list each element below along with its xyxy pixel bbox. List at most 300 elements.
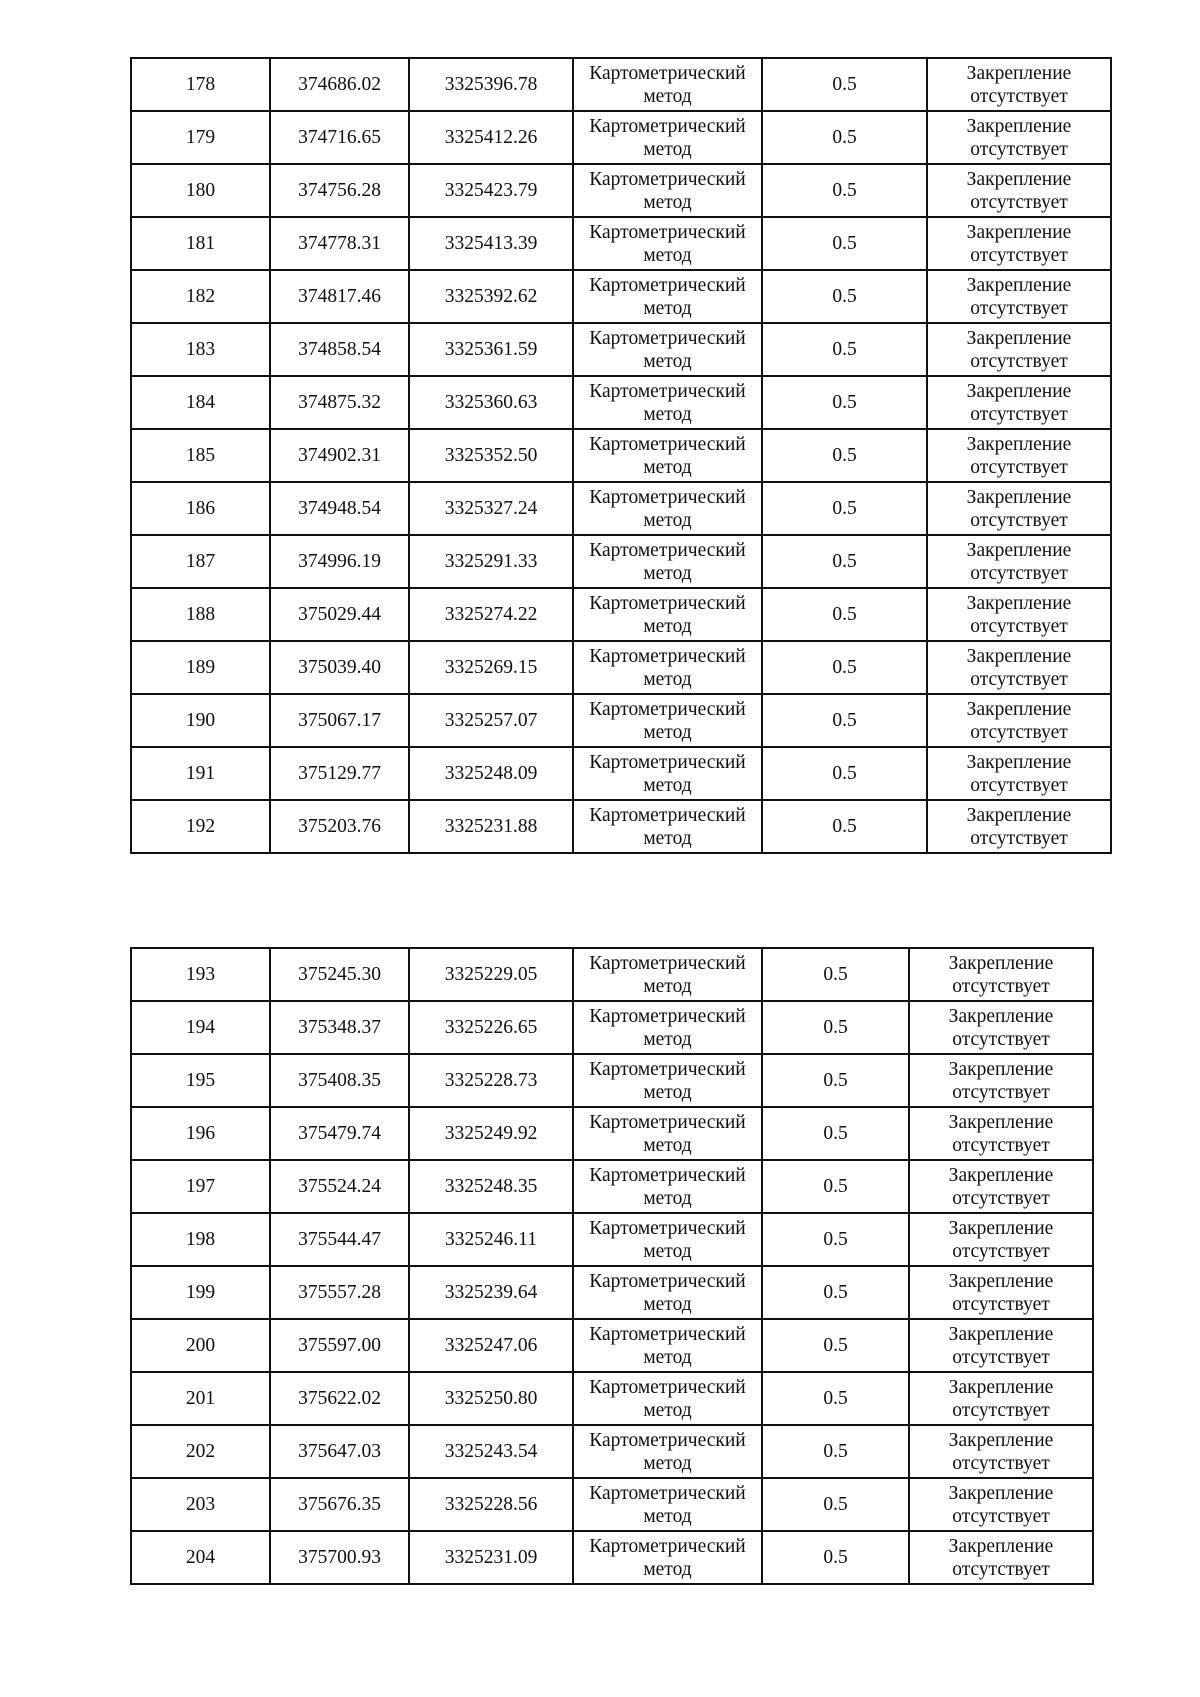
- x-coordinate-cell: 374902.31: [270, 429, 409, 482]
- fixation-cell-line-2: отсутствует: [952, 1452, 1050, 1474]
- method-cell-line-1: Картометрический: [589, 221, 746, 243]
- table-row: [131, 1054, 1093, 1107]
- accuracy-cell: 0.5: [762, 1160, 909, 1213]
- x-coordinate-cell: 375067.17: [270, 694, 409, 747]
- accuracy-cell: 0.5: [762, 429, 927, 482]
- y-coordinate-cell: 3325257.07: [409, 694, 573, 747]
- x-coordinate-cell: 375647.03: [270, 1425, 409, 1478]
- accuracy-cell: 0.5: [762, 1107, 909, 1160]
- fixation-cell: [909, 1001, 1093, 1054]
- table-row: [131, 948, 1093, 1001]
- table-row: [131, 376, 1111, 429]
- point-number-cell: 200: [131, 1319, 270, 1372]
- table-body-2: [131, 948, 1093, 1584]
- x-coordinate-cell: 375479.74: [270, 1107, 409, 1160]
- table-row: [131, 164, 1111, 217]
- fixation-cell-line-2: отсутствует: [970, 774, 1068, 796]
- coordinates-table-1: [130, 57, 1112, 854]
- x-coordinate-cell: 374778.31: [270, 217, 409, 270]
- y-coordinate-cell: 3325361.59: [409, 323, 573, 376]
- fixation-cell-line-2: отсутствует: [970, 350, 1068, 372]
- fixation-cell-line-2: отсутствует: [952, 1293, 1050, 1315]
- method-cell-line-1: Картометрический: [589, 698, 746, 720]
- fixation-cell-line-2: отсутствует: [952, 1028, 1050, 1050]
- table-row: [131, 1213, 1093, 1266]
- fixation-cell: [927, 270, 1111, 323]
- fixation-cell: [927, 694, 1111, 747]
- fixation-cell-line-1: Закрепление: [966, 592, 1072, 614]
- table-row: [131, 217, 1111, 270]
- method-cell: [573, 270, 762, 323]
- point-number-cell: 192: [131, 800, 270, 853]
- fixation-cell-line-1: Закрепление: [948, 1270, 1054, 1292]
- y-coordinate-cell: 3325231.88: [409, 800, 573, 853]
- point-number-cell: 202: [131, 1425, 270, 1478]
- y-coordinate-cell: 3325243.54: [409, 1425, 573, 1478]
- method-cell-line-1: Картометрический: [589, 952, 746, 974]
- fixation-cell-line-1: Закрепление: [948, 1429, 1054, 1451]
- fixation-cell-line-1: Закрепление: [966, 804, 1072, 826]
- point-number-cell: 193: [131, 948, 270, 1001]
- fixation-cell-line-2: отсутствует: [970, 138, 1068, 160]
- method-cell-line-1: Картометрический: [589, 751, 746, 773]
- method-cell: [573, 1160, 762, 1213]
- method-cell-line-1: Картометрический: [589, 1429, 746, 1451]
- accuracy-cell: 0.5: [762, 588, 927, 641]
- x-coordinate-cell: 374858.54: [270, 323, 409, 376]
- fixation-cell-line-1: Закрепление: [966, 645, 1072, 667]
- point-number-cell: 194: [131, 1001, 270, 1054]
- method-cell-line-1: Картометрический: [589, 592, 746, 614]
- method-cell: [573, 1266, 762, 1319]
- method-cell-line-1: Картометрический: [589, 1270, 746, 1292]
- fixation-cell: [909, 1478, 1093, 1531]
- method-cell: [573, 535, 762, 588]
- fixation-cell-line-1: Закрепление: [948, 1164, 1054, 1186]
- x-coordinate-cell: 375700.93: [270, 1531, 409, 1584]
- x-coordinate-cell: 374948.54: [270, 482, 409, 535]
- y-coordinate-cell: 3325248.35: [409, 1160, 573, 1213]
- method-cell-line-2: метод: [643, 975, 692, 997]
- fixation-cell-line-2: отсутствует: [970, 403, 1068, 425]
- point-number-cell: 197: [131, 1160, 270, 1213]
- method-cell: [573, 1319, 762, 1372]
- fixation-cell: [909, 1425, 1093, 1478]
- table-row: [131, 111, 1111, 164]
- fixation-cell: [909, 1160, 1093, 1213]
- fixation-cell-line-2: отсутствует: [952, 1240, 1050, 1262]
- fixation-cell-line-2: отсутствует: [952, 1505, 1050, 1527]
- fixation-cell: [927, 641, 1111, 694]
- point-number-cell: 190: [131, 694, 270, 747]
- x-coordinate-cell: 374875.32: [270, 376, 409, 429]
- x-coordinate-cell: 375245.30: [270, 948, 409, 1001]
- accuracy-cell: 0.5: [762, 1001, 909, 1054]
- fixation-cell: [909, 1531, 1093, 1584]
- fixation-cell-line-1: Закрепление: [948, 1005, 1054, 1027]
- x-coordinate-cell: 374686.02: [270, 58, 409, 111]
- y-coordinate-cell: 3325228.56: [409, 1478, 573, 1531]
- table-row: [131, 747, 1111, 800]
- method-cell: [573, 111, 762, 164]
- y-coordinate-cell: 3325274.22: [409, 588, 573, 641]
- x-coordinate-cell: 375622.02: [270, 1372, 409, 1425]
- y-coordinate-cell: 3325249.92: [409, 1107, 573, 1160]
- method-cell: [573, 1213, 762, 1266]
- fixation-cell-line-1: Закрепление: [948, 1535, 1054, 1557]
- accuracy-cell: 0.5: [762, 1372, 909, 1425]
- fixation-cell: [927, 588, 1111, 641]
- fixation-cell: [909, 1372, 1093, 1425]
- method-cell-line-1: Картометрический: [589, 115, 746, 137]
- accuracy-cell: 0.5: [762, 1054, 909, 1107]
- method-cell-line-2: метод: [643, 297, 692, 319]
- point-number-cell: 187: [131, 535, 270, 588]
- y-coordinate-cell: 3325413.39: [409, 217, 573, 270]
- method-cell-line-1: Картометрический: [589, 1111, 746, 1133]
- method-cell-line-2: метод: [643, 1081, 692, 1103]
- fixation-cell: [927, 217, 1111, 270]
- y-coordinate-cell: 3325248.09: [409, 747, 573, 800]
- fixation-cell: [927, 323, 1111, 376]
- method-cell: [573, 1107, 762, 1160]
- accuracy-cell: 0.5: [762, 164, 927, 217]
- method-cell-line-1: Картометрический: [589, 380, 746, 402]
- fixation-cell: [927, 58, 1111, 111]
- method-cell-line-1: Картометрический: [589, 62, 746, 84]
- point-number-cell: 199: [131, 1266, 270, 1319]
- y-coordinate-cell: 3325269.15: [409, 641, 573, 694]
- fixation-cell-line-1: Закрепление: [948, 1217, 1054, 1239]
- method-cell-line-1: Картометрический: [589, 1164, 746, 1186]
- method-cell: [573, 800, 762, 853]
- fixation-cell-line-2: отсутствует: [970, 509, 1068, 531]
- fixation-cell: [927, 747, 1111, 800]
- fixation-cell-line-2: отсутствует: [970, 615, 1068, 637]
- fixation-cell-line-2: отсутствует: [952, 1187, 1050, 1209]
- accuracy-cell: 0.5: [762, 217, 927, 270]
- fixation-cell-line-1: Закрепление: [966, 168, 1072, 190]
- y-coordinate-cell: 3325250.80: [409, 1372, 573, 1425]
- method-cell-line-2: метод: [643, 1505, 692, 1527]
- table-row: [131, 1107, 1093, 1160]
- point-number-cell: 189: [131, 641, 270, 694]
- method-cell-line-1: Картометрический: [589, 804, 746, 826]
- method-cell: [573, 1001, 762, 1054]
- y-coordinate-cell: 3325327.24: [409, 482, 573, 535]
- x-coordinate-cell: 375129.77: [270, 747, 409, 800]
- method-cell-line-2: метод: [643, 191, 692, 213]
- fixation-cell-line-2: отсутствует: [952, 1134, 1050, 1156]
- accuracy-cell: 0.5: [762, 1213, 909, 1266]
- coordinates-table-2: [130, 947, 1094, 1585]
- x-coordinate-cell: 375544.47: [270, 1213, 409, 1266]
- method-cell-line-2: метод: [643, 350, 692, 372]
- x-coordinate-cell: 375029.44: [270, 588, 409, 641]
- method-cell-line-2: метод: [643, 1134, 692, 1156]
- table-row: [131, 1425, 1093, 1478]
- point-number-cell: 201: [131, 1372, 270, 1425]
- x-coordinate-cell: 374817.46: [270, 270, 409, 323]
- fixation-cell: [909, 1319, 1093, 1372]
- accuracy-cell: 0.5: [762, 111, 927, 164]
- method-cell-line-2: метод: [643, 1346, 692, 1368]
- point-number-cell: 184: [131, 376, 270, 429]
- method-cell-line-2: метод: [643, 1240, 692, 1262]
- method-cell-line-2: метод: [643, 456, 692, 478]
- fixation-cell-line-2: отсутствует: [970, 85, 1068, 107]
- fixation-cell-line-2: отсутствует: [970, 562, 1068, 584]
- y-coordinate-cell: 3325226.65: [409, 1001, 573, 1054]
- x-coordinate-cell: 375676.35: [270, 1478, 409, 1531]
- point-number-cell: 203: [131, 1478, 270, 1531]
- fixation-cell-line-1: Закрепление: [948, 1482, 1054, 1504]
- method-cell-line-1: Картометрический: [589, 1217, 746, 1239]
- table-row: [131, 1372, 1093, 1425]
- accuracy-cell: 0.5: [762, 1319, 909, 1372]
- fixation-cell-line-1: Закрепление: [966, 221, 1072, 243]
- fixation-cell-line-2: отсутствует: [970, 827, 1068, 849]
- y-coordinate-cell: 3325247.06: [409, 1319, 573, 1372]
- fixation-cell: [927, 535, 1111, 588]
- table-row: [131, 1531, 1093, 1584]
- accuracy-cell: 0.5: [762, 641, 927, 694]
- method-cell-line-2: метод: [643, 1187, 692, 1209]
- table-row: [131, 641, 1111, 694]
- fixation-cell-line-1: Закрепление: [966, 380, 1072, 402]
- x-coordinate-cell: 374716.65: [270, 111, 409, 164]
- fixation-cell: [909, 948, 1093, 1001]
- accuracy-cell: 0.5: [762, 1531, 909, 1584]
- fixation-cell-line-1: Закрепление: [948, 1323, 1054, 1345]
- method-cell: [573, 482, 762, 535]
- fixation-cell-line-2: отсутствует: [952, 1558, 1050, 1580]
- method-cell: [573, 1425, 762, 1478]
- method-cell-line-2: метод: [643, 85, 692, 107]
- fixation-cell-line-1: Закрепление: [966, 539, 1072, 561]
- method-cell-line-2: метод: [643, 1452, 692, 1474]
- fixation-cell-line-1: Закрепление: [966, 486, 1072, 508]
- point-number-cell: 182: [131, 270, 270, 323]
- method-cell-line-1: Картометрический: [589, 433, 746, 455]
- accuracy-cell: 0.5: [762, 800, 927, 853]
- method-cell: [573, 323, 762, 376]
- x-coordinate-cell: 375524.24: [270, 1160, 409, 1213]
- table-row: [131, 800, 1111, 853]
- table-row: [131, 1478, 1093, 1531]
- method-cell-line-2: метод: [643, 138, 692, 160]
- method-cell: [573, 948, 762, 1001]
- fixation-cell-line-1: Закрепление: [966, 327, 1072, 349]
- accuracy-cell: 0.5: [762, 948, 909, 1001]
- method-cell: [573, 217, 762, 270]
- fixation-cell-line-1: Закрепление: [966, 433, 1072, 455]
- method-cell-line-2: метод: [643, 1558, 692, 1580]
- method-cell-line-2: метод: [643, 615, 692, 637]
- table-row: [131, 535, 1111, 588]
- method-cell: [573, 1478, 762, 1531]
- method-cell: [573, 1372, 762, 1425]
- fixation-cell: [927, 164, 1111, 217]
- method-cell: [573, 429, 762, 482]
- x-coordinate-cell: 374996.19: [270, 535, 409, 588]
- y-coordinate-cell: 3325423.79: [409, 164, 573, 217]
- method-cell-line-2: метод: [643, 244, 692, 266]
- fixation-cell-line-1: Закрепление: [948, 1376, 1054, 1398]
- method-cell-line-2: метод: [643, 562, 692, 584]
- accuracy-cell: 0.5: [762, 376, 927, 429]
- method-cell-line-2: метод: [643, 403, 692, 425]
- method-cell: [573, 1054, 762, 1107]
- fixation-cell-line-1: Закрепление: [966, 751, 1072, 773]
- table-row: [131, 429, 1111, 482]
- accuracy-cell: 0.5: [762, 535, 927, 588]
- method-cell-line-2: метод: [643, 827, 692, 849]
- point-number-cell: 181: [131, 217, 270, 270]
- fixation-cell-line-2: отсутствует: [970, 297, 1068, 319]
- method-cell-line-1: Картометрический: [589, 1482, 746, 1504]
- method-cell-line-1: Картометрический: [589, 486, 746, 508]
- point-number-cell: 196: [131, 1107, 270, 1160]
- table-row: [131, 323, 1111, 376]
- fixation-cell: [927, 429, 1111, 482]
- fixation-cell-line-1: Закрепление: [948, 1111, 1054, 1133]
- method-cell: [573, 1531, 762, 1584]
- accuracy-cell: 0.5: [762, 1425, 909, 1478]
- point-number-cell: 198: [131, 1213, 270, 1266]
- method-cell-line-2: метод: [643, 1293, 692, 1315]
- table-row: [131, 588, 1111, 641]
- fixation-cell: [909, 1266, 1093, 1319]
- fixation-cell-line-2: отсутствует: [952, 1081, 1050, 1103]
- accuracy-cell: 0.5: [762, 323, 927, 376]
- table-row: [131, 1319, 1093, 1372]
- accuracy-cell: 0.5: [762, 482, 927, 535]
- table-row: [131, 58, 1111, 111]
- fixation-cell: [927, 111, 1111, 164]
- fixation-cell-line-2: отсутствует: [952, 1399, 1050, 1421]
- fixation-cell: [927, 482, 1111, 535]
- table-row: [131, 1001, 1093, 1054]
- table-row: [131, 694, 1111, 747]
- method-cell: [573, 164, 762, 217]
- method-cell-line-1: Картометрический: [589, 168, 746, 190]
- y-coordinate-cell: 3325392.62: [409, 270, 573, 323]
- y-coordinate-cell: 3325228.73: [409, 1054, 573, 1107]
- accuracy-cell: 0.5: [762, 747, 927, 800]
- y-coordinate-cell: 3325352.50: [409, 429, 573, 482]
- method-cell-line-2: метод: [643, 1028, 692, 1050]
- accuracy-cell: 0.5: [762, 58, 927, 111]
- fixation-cell-line-1: Закрепление: [966, 62, 1072, 84]
- table-body-1: [131, 58, 1111, 853]
- fixation-cell-line-2: отсутствует: [952, 1346, 1050, 1368]
- fixation-cell: [909, 1054, 1093, 1107]
- accuracy-cell: 0.5: [762, 1266, 909, 1319]
- x-coordinate-cell: 374756.28: [270, 164, 409, 217]
- y-coordinate-cell: 3325291.33: [409, 535, 573, 588]
- x-coordinate-cell: 375203.76: [270, 800, 409, 853]
- method-cell-line-1: Картометрический: [589, 645, 746, 667]
- x-coordinate-cell: 375557.28: [270, 1266, 409, 1319]
- accuracy-cell: 0.5: [762, 1478, 909, 1531]
- x-coordinate-cell: 375039.40: [270, 641, 409, 694]
- fixation-cell-line-2: отсутствует: [952, 975, 1050, 997]
- method-cell: [573, 58, 762, 111]
- y-coordinate-cell: 3325239.64: [409, 1266, 573, 1319]
- x-coordinate-cell: 375408.35: [270, 1054, 409, 1107]
- table-row: [131, 482, 1111, 535]
- point-number-cell: 185: [131, 429, 270, 482]
- point-number-cell: 178: [131, 58, 270, 111]
- fixation-cell: [909, 1213, 1093, 1266]
- method-cell-line-2: метод: [643, 668, 692, 690]
- y-coordinate-cell: 3325246.11: [409, 1213, 573, 1266]
- accuracy-cell: 0.5: [762, 694, 927, 747]
- y-coordinate-cell: 3325360.63: [409, 376, 573, 429]
- y-coordinate-cell: 3325412.26: [409, 111, 573, 164]
- method-cell-line-2: метод: [643, 774, 692, 796]
- x-coordinate-cell: 375348.37: [270, 1001, 409, 1054]
- y-coordinate-cell: 3325229.05: [409, 948, 573, 1001]
- y-coordinate-cell: 3325396.78: [409, 58, 573, 111]
- point-number-cell: 180: [131, 164, 270, 217]
- method-cell-line-1: Картометрический: [589, 1005, 746, 1027]
- method-cell: [573, 694, 762, 747]
- method-cell-line-2: метод: [643, 509, 692, 531]
- fixation-cell-line-2: отсутствует: [970, 668, 1068, 690]
- point-number-cell: 204: [131, 1531, 270, 1584]
- point-number-cell: 179: [131, 111, 270, 164]
- x-coordinate-cell: 375597.00: [270, 1319, 409, 1372]
- method-cell-line-1: Картометрический: [589, 1376, 746, 1398]
- method-cell: [573, 747, 762, 800]
- fixation-cell-line-2: отсутствует: [970, 191, 1068, 213]
- table-row: [131, 1160, 1093, 1213]
- table-row: [131, 270, 1111, 323]
- fixation-cell-line-2: отсутствует: [970, 456, 1068, 478]
- accuracy-cell: 0.5: [762, 270, 927, 323]
- point-number-cell: 188: [131, 588, 270, 641]
- method-cell: [573, 588, 762, 641]
- fixation-cell: [909, 1107, 1093, 1160]
- method-cell-line-1: Картометрический: [589, 274, 746, 296]
- point-number-cell: 191: [131, 747, 270, 800]
- method-cell-line-1: Картометрический: [589, 1323, 746, 1345]
- point-number-cell: 186: [131, 482, 270, 535]
- fixation-cell-line-2: отсутствует: [970, 244, 1068, 266]
- method-cell-line-2: метод: [643, 721, 692, 743]
- fixation-cell-line-1: Закрепление: [948, 1058, 1054, 1080]
- fixation-cell: [927, 376, 1111, 429]
- fixation-cell-line-1: Закрепление: [966, 698, 1072, 720]
- method-cell-line-1: Картометрический: [589, 539, 746, 561]
- method-cell-line-1: Картометрический: [589, 1058, 746, 1080]
- y-coordinate-cell: 3325231.09: [409, 1531, 573, 1584]
- method-cell-line-2: метод: [643, 1399, 692, 1421]
- point-number-cell: 195: [131, 1054, 270, 1107]
- table-row: [131, 1266, 1093, 1319]
- method-cell-line-1: Картометрический: [589, 1535, 746, 1557]
- fixation-cell: [927, 800, 1111, 853]
- point-number-cell: 183: [131, 323, 270, 376]
- fixation-cell-line-1: Закрепление: [966, 274, 1072, 296]
- fixation-cell-line-1: Закрепление: [966, 115, 1072, 137]
- method-cell-line-1: Картометрический: [589, 327, 746, 349]
- fixation-cell-line-2: отсутствует: [970, 721, 1068, 743]
- method-cell: [573, 641, 762, 694]
- method-cell: [573, 376, 762, 429]
